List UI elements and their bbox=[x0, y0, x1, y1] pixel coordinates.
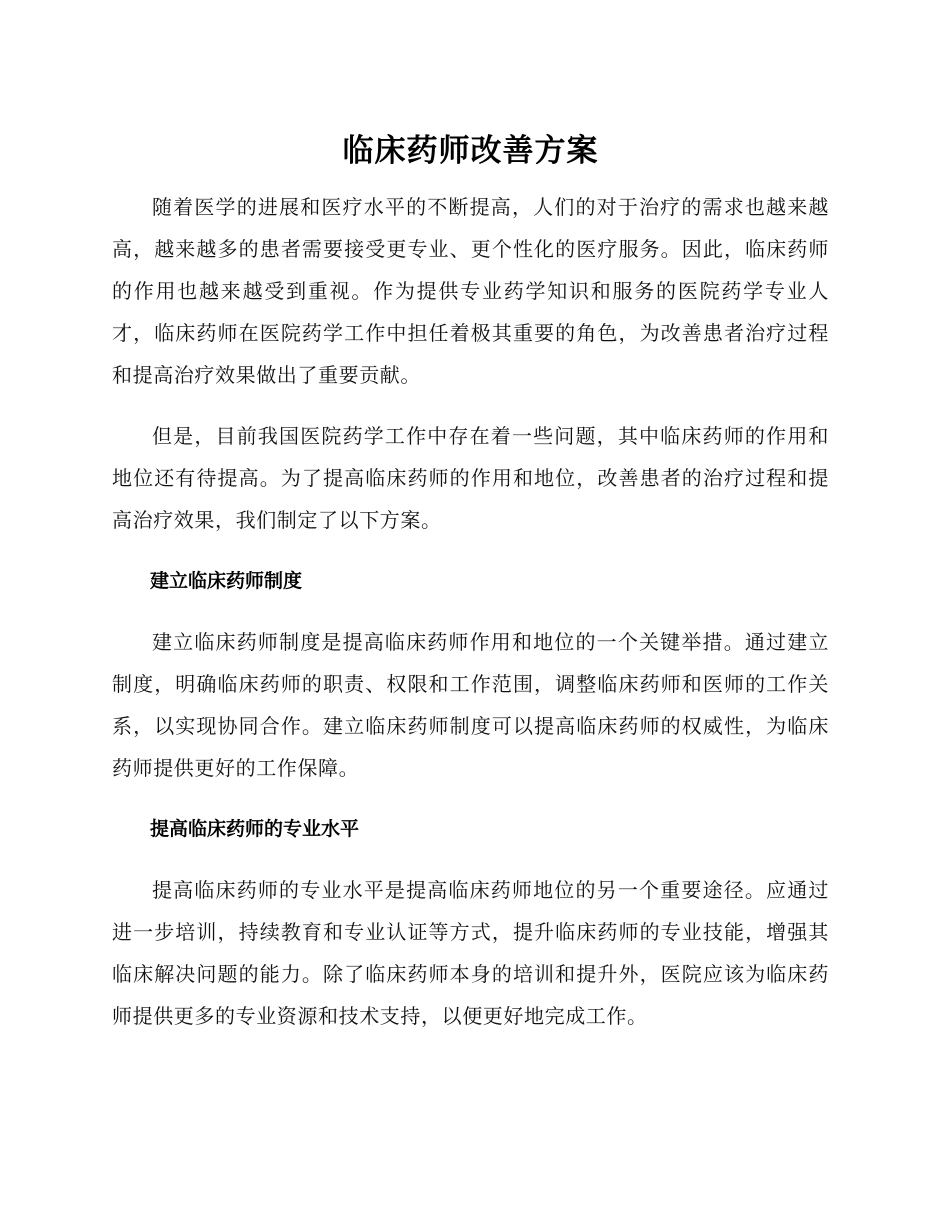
section-heading-professional-level: 提高临床药师的专业水平 bbox=[150, 818, 360, 840]
document-title: 临床药师改善方案 bbox=[342, 133, 599, 169]
intro-paragraph-2: 但是，目前我国医院药学工作中存在着一些问题，其中临床药师的作用和地位还有待提高。为了提高临床药师的作用和地位，改善患者的治疗过程和提高治疗效果，我们制定了以下方案。 bbox=[112, 424, 829, 532]
section-body-professional-level: 提高临床药师的专业水平是提高临床药师地位的另一个重要途径。应通过进一步培训，持续教育和专业认证等方式，提升临床药师的专业技能，增强其临床解决问题的能力。除了临床药师本身的培训和提升外，医院应该为临床药师提供更多的专业资源和技术支持，以便更好地完成工作。 bbox=[112, 878, 829, 1028]
section-heading-establish-system: 建立临床药师制度 bbox=[150, 570, 303, 592]
intro-paragraph-1: 随着医学的进展和医疗水平的不断提高，人们的对于治疗的需求也越来越高，越来越多的患者需要接受更专业、更个性化的医疗服务。因此，临床药师的作用也越来越受到重视。作为提供专业药学知识和服务的医院药学专业人才，临床药师在医院药学工作中担任着极其重要的角色，为改善患者治疗过程和提高治疗效果做出了重要贡献。 bbox=[112, 195, 829, 387]
section-body-establish-system: 建立临床药师制度是提高临床药师作用和地位的一个关键举措。通过建立制度，明确临床药师的职责、权限和工作范围，调整临床药师和医师的工作关系，以实现协同合作。建立临床药师制度可以提高临床药师的权威性，为临床药师提供更好的工作保障。 bbox=[112, 630, 829, 780]
